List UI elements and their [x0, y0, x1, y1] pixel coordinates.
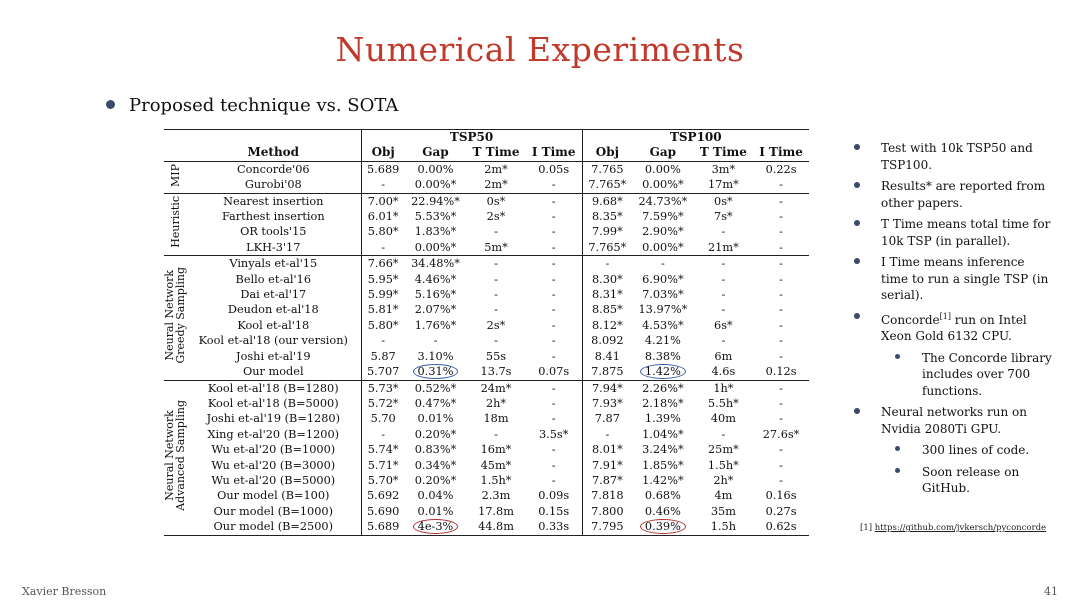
- value-cell: 7.765*: [582, 240, 632, 256]
- method-cell: Nearest insertion: [223, 194, 324, 208]
- value-cell: 0.12s: [765, 365, 797, 379]
- value-cell: -: [551, 412, 556, 426]
- method-cell: Bello et-al'16: [235, 272, 312, 286]
- value-cell: 1.83%*: [414, 225, 457, 239]
- value-cell: 0.33s: [538, 520, 570, 534]
- value-cell: -: [551, 178, 556, 192]
- group-label: Neural Network Greedy Sampling: [163, 267, 187, 364]
- table-row: [164, 364, 809, 380]
- tsp100-header: TSP100: [582, 130, 809, 146]
- value-cell: -: [494, 272, 498, 286]
- value-cell: 0.01%: [417, 412, 454, 426]
- method-cell: Concorde'06: [236, 162, 310, 176]
- value-cell: 45m*: [480, 458, 512, 472]
- value-cell: 5.16%*: [414, 288, 457, 302]
- value-cell: 1.5h*: [480, 473, 512, 487]
- side-bullet: Results* are reported from other papers.: [852, 178, 1052, 211]
- table-row: [164, 287, 809, 302]
- value-cell: 7.818: [582, 488, 632, 503]
- value-cell: 0.00%: [644, 162, 681, 176]
- value-cell: 0.00%: [417, 162, 454, 176]
- side-bullet: T Time means total time for 10k TSP (in parallel).: [852, 216, 1052, 249]
- value-cell: 8.85*: [582, 302, 632, 317]
- method-cell: Kool et-al'18 (B=5000): [207, 396, 339, 410]
- author-footer: Xavier Bresson: [22, 585, 107, 598]
- value-cell: 4.6s: [711, 365, 736, 379]
- table-row: [164, 256, 809, 272]
- footnote-link[interactable]: https://github.com/jvkersch/pyconcorde: [874, 523, 1047, 533]
- value-cell: 7.59%*: [642, 210, 684, 224]
- value-cell: 2m*: [484, 178, 508, 192]
- main-bullet: [106, 95, 398, 116]
- value-cell: 0.52%*: [414, 381, 457, 395]
- value-cell: 2.07%*: [414, 303, 457, 317]
- value-cell: 5.5h*: [707, 396, 739, 410]
- side-sub-bullet: 300 lines of code.: [852, 442, 1052, 459]
- value-cell: 0.47%*: [414, 396, 457, 410]
- value-cell: -: [779, 288, 783, 302]
- value-cell: 2m*: [484, 162, 508, 176]
- value-cell: -: [779, 225, 783, 239]
- value-cell: -: [779, 318, 783, 332]
- value-cell: -: [551, 210, 556, 224]
- tsp50-header: TSP50: [361, 130, 582, 146]
- column-header: I Time: [759, 145, 803, 160]
- group-label: Neural Network Advanced Sampling: [163, 399, 187, 511]
- method-cell: Our model: [243, 365, 304, 379]
- value-cell: 55s: [485, 349, 507, 363]
- value-cell: 5.689: [361, 161, 405, 177]
- method-cell: Vinyals et-al'15: [229, 257, 318, 271]
- value-cell: 7.00*: [361, 193, 405, 209]
- table-column-header-row: [164, 145, 809, 161]
- value-cell: 24m*: [480, 381, 512, 395]
- value-cell: 35m: [710, 504, 736, 518]
- value-cell: 5.73*: [361, 380, 405, 396]
- bullet-dot-icon: [106, 100, 115, 109]
- value-cell: 0.20%*: [414, 427, 457, 441]
- method-cell: Wu et-al'20 (B=3000): [211, 458, 336, 472]
- value-cell: 1.5h*: [707, 458, 739, 472]
- value-cell: -: [721, 288, 726, 302]
- value-cell: 8.30*: [582, 272, 632, 287]
- value-cell: -: [361, 240, 405, 256]
- value-cell: 5.70*: [361, 473, 405, 488]
- side-bullet: Neural networks run on Nvidia 2080Ti GPU.: [852, 404, 1052, 437]
- value-cell: 0.46%: [644, 504, 681, 518]
- column-header: I Time: [531, 145, 576, 160]
- value-cell: 8.35*: [582, 209, 632, 224]
- table-row: [164, 193, 809, 209]
- value-cell: 0.62s: [765, 520, 797, 534]
- table-row: [164, 458, 809, 473]
- value-cell: -: [494, 225, 498, 239]
- value-cell: 25m*: [708, 443, 739, 457]
- value-cell: -: [551, 443, 556, 457]
- group-label: MIP: [168, 163, 182, 187]
- value-cell: [405, 364, 467, 380]
- value-cell: -: [582, 256, 632, 272]
- value-cell: 7.93*: [582, 396, 632, 411]
- method-cell: Kool et-al'18 (B=1280): [207, 381, 339, 395]
- value-cell: -: [779, 210, 783, 224]
- value-cell: -: [494, 427, 498, 441]
- value-cell: 7.765: [582, 161, 632, 177]
- column-header: Gap: [422, 145, 449, 160]
- table-row: [164, 396, 809, 411]
- value-cell: 6.01*: [361, 209, 405, 224]
- bullet-dot-icon: [895, 446, 900, 451]
- value-cell: 5.72*: [361, 396, 405, 411]
- value-cell: 0.04%: [417, 489, 454, 503]
- value-cell: 0.07s: [538, 365, 570, 379]
- value-cell: -: [551, 318, 556, 332]
- value-cell: 5.53%*: [414, 210, 457, 224]
- value-cell: -: [721, 427, 726, 441]
- value-cell: -: [551, 458, 556, 472]
- value-cell: -: [721, 334, 726, 348]
- table-row: [164, 240, 809, 256]
- value-cell: 0.68%: [644, 489, 681, 503]
- footnote-reference: [860, 523, 1046, 533]
- table-row: [164, 209, 809, 224]
- value-cell: 0.83%*: [414, 443, 457, 457]
- side-sub-bullet: Soon release on GitHub.: [852, 464, 1052, 497]
- column-header: T Time: [699, 145, 747, 160]
- value-cell: 7.91*: [582, 458, 632, 473]
- value-cell: -: [551, 396, 556, 410]
- value-cell: -: [494, 303, 498, 317]
- value-cell: -: [551, 381, 556, 395]
- table-group-header-row: [164, 130, 809, 146]
- value-cell: 1.39%: [644, 412, 681, 426]
- value-cell: 3.5s*: [538, 427, 569, 441]
- slide-title: Numerical Experiments: [335, 30, 745, 69]
- value-cell: -: [551, 288, 556, 302]
- value-cell: -: [551, 349, 556, 363]
- method-cell: Gurobi'08: [244, 178, 302, 192]
- value-cell: 2s*: [486, 210, 506, 224]
- value-cell: -: [779, 381, 783, 395]
- highlight-circle: 4e-3%: [413, 519, 459, 534]
- value-cell: -: [779, 272, 783, 286]
- table-row: [164, 380, 809, 396]
- value-cell: -: [779, 334, 783, 348]
- column-header: T Time: [472, 145, 520, 160]
- value-cell: 18m: [483, 412, 509, 426]
- value-cell: 5.690: [361, 504, 405, 519]
- value-cell: 17.8m: [478, 504, 514, 518]
- table-row: [164, 333, 809, 348]
- value-cell: 5m*: [484, 240, 508, 254]
- value-cell: -: [494, 288, 498, 302]
- value-cell: 7.875: [582, 364, 632, 380]
- page-number: 41: [1044, 585, 1058, 598]
- value-cell: 8.12*: [582, 318, 632, 333]
- value-cell: 1.85%*: [642, 458, 684, 472]
- value-cell: 5.707: [361, 364, 405, 380]
- value-cell: -: [721, 272, 726, 286]
- method-cell: Joshi et-al'19: [236, 349, 311, 363]
- value-cell: 2.3m: [481, 489, 511, 503]
- table-row: [164, 318, 809, 333]
- value-cell: 34.48%*: [411, 257, 460, 271]
- value-cell: 0.09s: [538, 489, 570, 503]
- value-cell: 22.94%*: [411, 194, 460, 208]
- value-cell: -: [779, 240, 783, 254]
- method-cell: LKH-3'17: [246, 240, 301, 254]
- value-cell: 5.99*: [361, 287, 405, 302]
- method-cell: Our model (B=100): [217, 489, 330, 503]
- method-cell: Xing et-al'20 (B=1200): [207, 427, 340, 441]
- value-cell: 7.765*: [582, 177, 632, 193]
- value-cell: 7.03%*: [642, 288, 684, 302]
- value-cell: 4m: [714, 489, 733, 503]
- value-cell: 0.00%*: [642, 240, 684, 254]
- table-row: [164, 224, 809, 239]
- value-cell: 24.73%*: [638, 194, 688, 208]
- value-cell: 40m: [710, 412, 736, 426]
- value-cell: 7.87*: [582, 473, 632, 488]
- bullet-dot-icon: [854, 144, 860, 150]
- value-cell: -: [779, 443, 783, 457]
- value-cell: 5.95*: [361, 272, 405, 287]
- footnote-marker: [1]: [860, 523, 873, 533]
- value-cell: 7.94*: [582, 380, 632, 396]
- side-sub-bullet: The Concorde library includes over 700 functions.: [852, 350, 1052, 400]
- value-cell: -: [433, 334, 438, 348]
- method-cell: Our model (B=1000): [213, 504, 334, 518]
- value-cell: 16m*: [480, 443, 512, 457]
- value-cell: -: [551, 303, 556, 317]
- side-bullet: Concorde[1] run on Intel Xeon Gold 6132 CPU.: [852, 309, 1052, 345]
- bullet-dot-icon: [854, 182, 860, 188]
- value-cell: 3.10%: [417, 349, 454, 363]
- value-cell: -: [779, 194, 783, 208]
- value-cell: 0s*: [714, 194, 733, 208]
- method-cell: Wu et-al'20 (B=5000): [211, 473, 336, 487]
- value-cell: 8.41: [582, 349, 632, 364]
- value-cell: 8.38%: [644, 349, 681, 363]
- value-cell: 0.34%*: [414, 458, 457, 472]
- value-cell: 9.68*: [582, 193, 632, 209]
- value-cell: -: [551, 272, 556, 286]
- value-cell: 1.5h: [710, 520, 736, 534]
- citation-marker: [1]: [939, 311, 951, 321]
- bullet-dot-icon: [854, 258, 860, 264]
- table-row: [164, 519, 809, 535]
- value-cell: 6.90%*: [642, 272, 684, 286]
- value-cell: 2s*: [486, 318, 506, 332]
- value-cell: 7.795: [582, 519, 632, 535]
- value-cell: 4.46%*: [414, 272, 457, 286]
- bullet-dot-icon: [854, 220, 860, 226]
- value-cell: 5.74*: [361, 442, 405, 457]
- bullet-dot-icon: [854, 408, 860, 414]
- value-cell: -: [551, 194, 556, 208]
- value-cell: 0.01%: [417, 504, 454, 518]
- value-cell: [632, 519, 694, 535]
- table-row: [164, 161, 809, 177]
- group-label: Heuristic: [168, 196, 182, 249]
- value-cell: 6m: [714, 349, 733, 363]
- column-header: Gap: [649, 145, 677, 160]
- method-cell: Deudon et-al'18: [227, 303, 319, 317]
- value-cell: 5.692: [361, 488, 405, 503]
- value-cell: -: [779, 396, 783, 410]
- value-cell: -: [494, 334, 498, 348]
- method-cell: Kool et-al'18: [237, 318, 310, 332]
- value-cell: 0.00%*: [642, 178, 684, 192]
- value-cell: -: [779, 349, 783, 363]
- column-header: Method: [247, 145, 300, 160]
- method-cell: Joshi et-al'19 (B=1280): [206, 412, 340, 426]
- method-cell: OR tools'15: [240, 225, 307, 239]
- value-cell: 4.21%: [644, 334, 681, 348]
- column-header: Obj: [582, 145, 632, 161]
- highlight-circle: 1.42%: [640, 364, 686, 379]
- value-cell: -: [779, 458, 783, 472]
- value-cell: 1.04%*: [642, 427, 684, 441]
- value-cell: -: [551, 225, 556, 239]
- value-cell: -: [721, 225, 726, 239]
- table-row: [164, 442, 809, 457]
- value-cell: 6s*: [714, 318, 733, 332]
- value-cell: -: [551, 334, 556, 348]
- value-cell: 0.20%*: [414, 473, 457, 487]
- value-cell: 7.99*: [582, 224, 632, 239]
- method-cell: Kool et-al'18 (our version): [198, 334, 348, 348]
- bullet-dot-icon: [895, 354, 900, 359]
- value-cell: 8.31*: [582, 287, 632, 302]
- table-row: [164, 427, 809, 442]
- value-cell: 17m*: [708, 178, 739, 192]
- table-row: [164, 272, 809, 287]
- value-cell: 5.80*: [361, 224, 405, 239]
- value-cell: 5.81*: [361, 302, 405, 317]
- side-bullet: I Time means inference time to run a single TSP (in serial).: [852, 254, 1052, 304]
- value-cell: 5.689: [361, 519, 405, 535]
- table-row: [164, 177, 809, 193]
- value-cell: 5.80*: [361, 318, 405, 333]
- value-cell: 0s*: [486, 194, 506, 208]
- method-cell: Farthest insertion: [221, 210, 325, 224]
- method-cell: Dai et-al'17: [240, 288, 307, 302]
- value-cell: 2h*: [485, 396, 507, 410]
- table-row: [164, 473, 809, 488]
- value-cell: 1.42%*: [642, 473, 684, 487]
- value-cell: 27.6s*: [762, 427, 800, 441]
- value-cell: 2h*: [713, 473, 734, 487]
- value-cell: -: [494, 257, 498, 271]
- value-cell: 0.15s: [538, 504, 570, 518]
- value-cell: 7.87: [582, 411, 632, 426]
- value-cell: 44.8m: [478, 520, 514, 534]
- table-row: [164, 488, 809, 503]
- side-notes: [852, 140, 1052, 502]
- value-cell: [632, 364, 694, 380]
- bullet-dot-icon: [895, 468, 900, 473]
- value-cell: 2.90%*: [642, 225, 684, 239]
- value-cell: 3.24%*: [642, 443, 684, 457]
- main-bullet-text: Proposed technique vs. SOTA: [129, 95, 399, 116]
- value-cell: 2.26%*: [642, 381, 684, 395]
- column-header: Obj: [361, 145, 405, 161]
- value-cell: -: [361, 333, 405, 348]
- value-cell: -: [779, 412, 783, 426]
- value-cell: 7s*: [714, 210, 733, 224]
- value-cell: 21m*: [708, 240, 739, 254]
- value-cell: 0.05s: [538, 162, 570, 176]
- table-row: [164, 302, 809, 317]
- value-cell: -: [721, 303, 726, 317]
- value-cell: 0.00%*: [414, 178, 457, 192]
- value-cell: 0.00%*: [414, 240, 457, 254]
- table-row: [164, 504, 809, 519]
- value-cell: 5.70: [361, 411, 405, 426]
- value-cell: 1.76%*: [414, 318, 457, 332]
- results-table: [164, 129, 809, 536]
- value-cell: 5.71*: [361, 458, 405, 473]
- method-cell: Wu et-al'20 (B=1000): [211, 443, 336, 457]
- value-cell: 8.092: [582, 333, 632, 348]
- value-cell: 5.87: [361, 349, 405, 364]
- value-cell: -: [721, 257, 726, 271]
- value-cell: -: [660, 257, 665, 271]
- value-cell: -: [551, 257, 556, 271]
- side-bullet: Test with 10k TSP50 and TSP100.: [852, 140, 1052, 173]
- table-row: [164, 349, 809, 364]
- bullet-dot-icon: [854, 313, 860, 319]
- value-cell: 7.800: [582, 504, 632, 519]
- value-cell: 8.01*: [582, 442, 632, 457]
- value-cell: -: [551, 473, 556, 487]
- table-row: [164, 411, 809, 426]
- value-cell: 13.7s: [480, 365, 512, 379]
- value-cell: -: [582, 427, 632, 442]
- method-cell: Our model (B=2500): [213, 520, 334, 534]
- value-cell: -: [361, 177, 405, 193]
- value-cell: 1h*: [713, 381, 734, 395]
- value-cell: 0.22s: [765, 162, 797, 176]
- value-cell: [405, 519, 467, 535]
- value-cell: -: [779, 178, 783, 192]
- value-cell: -: [779, 473, 783, 487]
- value-cell: 0.27s: [765, 504, 797, 518]
- value-cell: 7.66*: [361, 256, 405, 272]
- value-cell: 0.16s: [765, 489, 797, 503]
- highlight-circle: 0.39%: [640, 519, 686, 534]
- value-cell: -: [361, 427, 405, 442]
- value-cell: 4.53%*: [642, 318, 684, 332]
- value-cell: 2.18%*: [642, 396, 684, 410]
- value-cell: -: [551, 240, 556, 254]
- value-cell: -: [779, 303, 783, 317]
- value-cell: 13.97%*: [638, 303, 688, 317]
- value-cell: 3m*: [711, 162, 736, 176]
- highlight-circle: 0.31%: [413, 364, 459, 379]
- value-cell: -: [779, 257, 783, 271]
